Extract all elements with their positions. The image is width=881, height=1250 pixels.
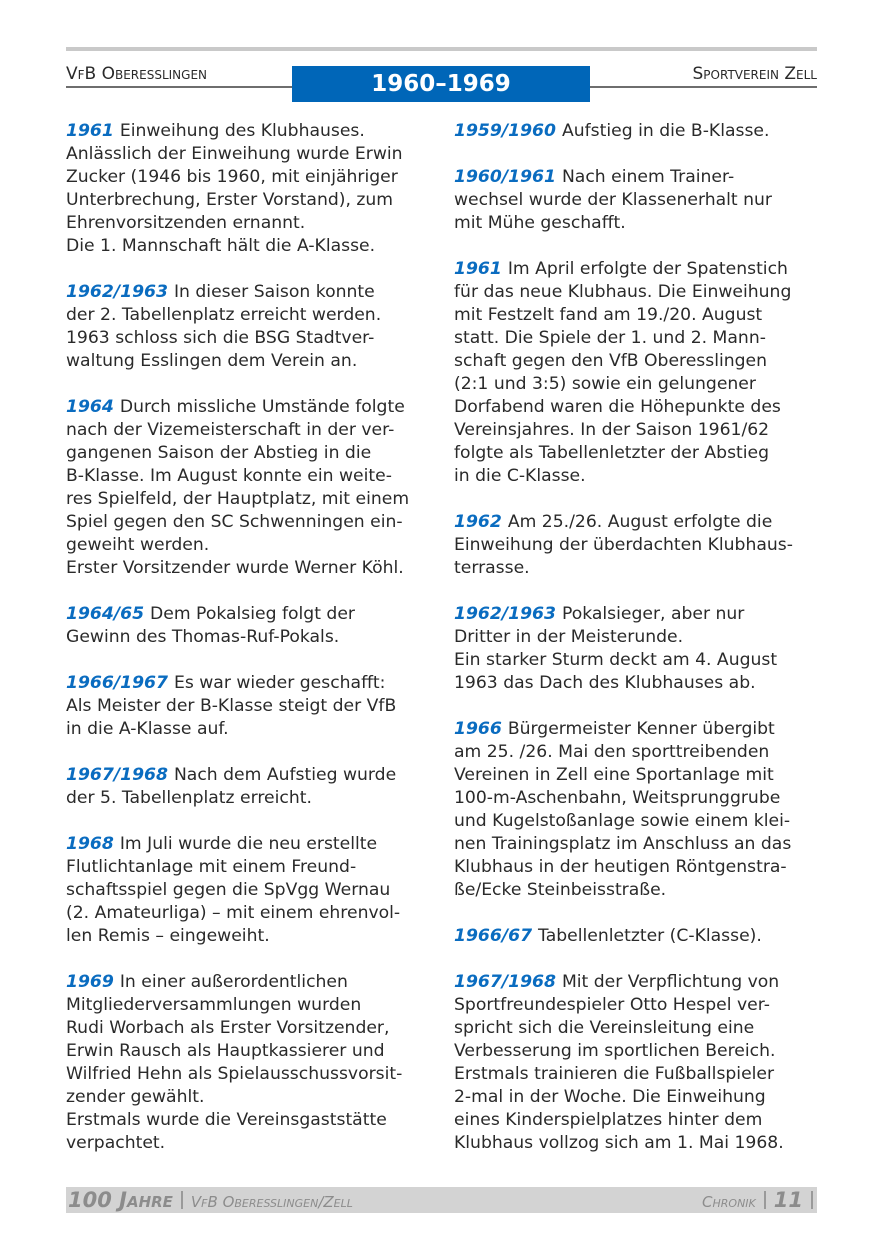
entry-text: in die C-Klasse. xyxy=(454,466,586,486)
entry-line xyxy=(454,350,822,373)
chronicle-entry xyxy=(454,166,822,235)
entry-line xyxy=(66,304,434,327)
footer-bar xyxy=(66,1187,817,1213)
entry-line xyxy=(66,419,434,442)
entry-text: (2:1 und 3:5) sowie ein gelungener xyxy=(454,374,756,394)
entry-line xyxy=(454,1109,822,1132)
entry-line xyxy=(66,1063,434,1086)
entry-text: mit Mühe geschafft. xyxy=(454,213,626,233)
entry-text: für das neue Klubhaus. Die Einweihung xyxy=(454,282,792,302)
entry-line xyxy=(454,1063,822,1086)
entry-line xyxy=(454,557,822,580)
entry-line xyxy=(66,1017,434,1040)
chronicle-entry xyxy=(66,603,434,649)
entry-text: folgte als Tabellenletzter der Abstieg xyxy=(454,443,770,463)
entry-line xyxy=(454,856,822,879)
entry-text: Unterbrechung, Erster Vorstand), zum xyxy=(66,190,394,210)
entry-year: 1961 xyxy=(454,259,502,279)
entry-text: Flutlichtanlage mit einem Freund- xyxy=(66,857,357,877)
entry-year: 1959/1960 xyxy=(454,121,556,141)
left-column xyxy=(66,120,434,1178)
entry-text: Zucker (1946 bis 1960, mit einjähriger xyxy=(66,167,398,187)
entry-text: Aufstieg in die B-Klasse. xyxy=(561,121,770,141)
footer-section: Chronik xyxy=(702,1193,756,1211)
entry-text: 2-mal in der Woche. Die Einweihung xyxy=(454,1087,766,1107)
entry-text: Gewinn des Thomas-Ruf-Pokals. xyxy=(66,627,340,647)
entry-text: Dem Pokalsieg folgt der xyxy=(150,604,355,624)
footer-separator xyxy=(764,1191,766,1209)
entry-line xyxy=(454,1017,822,1040)
entry-line xyxy=(454,879,822,902)
entry-line xyxy=(454,327,822,350)
entry-line xyxy=(454,534,822,557)
entry-text: res Spielfeld, der Hauptplatz, mit einem xyxy=(66,489,410,509)
entry-text: Vereinsjahres. In der Saison 1961/62 xyxy=(454,420,770,440)
entry-year: 1964 xyxy=(66,397,114,417)
entry-line xyxy=(454,649,822,672)
entry-year: 1962/1963 xyxy=(454,604,556,624)
entry-line xyxy=(454,465,822,488)
entry-text: Spiel gegen den SC Schwenningen ein- xyxy=(66,512,403,532)
entry-line xyxy=(454,833,822,856)
chronicle-entry xyxy=(66,396,434,580)
entry-text: in die A-Klasse auf. xyxy=(66,719,229,739)
entry-line xyxy=(66,672,434,695)
chronicle-entry xyxy=(454,971,822,1155)
footer-left xyxy=(68,1187,353,1213)
entry-line xyxy=(454,603,822,626)
top-rule xyxy=(66,47,817,51)
entry-text: terrasse. xyxy=(454,558,530,578)
entry-text: Klubhaus vollzog sich am 1. Mai 1968. xyxy=(454,1133,784,1153)
entry-line xyxy=(66,396,434,419)
entry-text: Erster Vorsitzender wurde Werner Köhl. xyxy=(66,558,404,578)
entry-line xyxy=(454,304,822,327)
entry-line xyxy=(66,212,434,235)
entry-year: 1966 xyxy=(454,719,502,739)
entry-text: In dieser Saison konnte xyxy=(173,282,375,302)
entry-text: schaftsspiel gegen die SpVgg Wernau xyxy=(66,880,391,900)
entry-line xyxy=(454,419,822,442)
entry-text: statt. Die Spiele der 1. und 2. Mann- xyxy=(454,328,766,348)
entry-text: Erstmals trainieren die Fußballspieler xyxy=(454,1064,775,1084)
entry-text: 100-m-Aschenbahn, Weitsprunggrube xyxy=(454,788,781,808)
entry-text: Im April erfolgte der Spatenstich xyxy=(507,259,788,279)
entry-text: In einer außerordentlichen xyxy=(119,972,348,992)
entry-line xyxy=(454,994,822,1017)
chronicle-entry xyxy=(454,258,822,488)
entry-text: Nach einem Trainer- xyxy=(561,167,735,187)
chronicle-entry xyxy=(454,603,822,695)
entry-year: 1968 xyxy=(66,834,114,854)
entry-text: Mitgliederversammlungen wurden xyxy=(66,995,362,1015)
entry-line xyxy=(454,442,822,465)
entry-text: nach der Vizemeisterschaft in der ver- xyxy=(66,420,395,440)
entry-line xyxy=(66,235,434,258)
footer-title: 100 Jahre xyxy=(68,1188,173,1212)
entry-line xyxy=(454,511,822,534)
entry-text: Dritter in der Meisterunde. xyxy=(454,627,684,647)
entry-text: Einweihung der überdachten Klubhaus- xyxy=(454,535,793,555)
chronicle-entry xyxy=(66,281,434,373)
entry-text: len Remis – eingeweiht. xyxy=(66,926,270,946)
entry-text: am 25. /26. Mai den sporttreibenden xyxy=(454,742,770,762)
right-column xyxy=(454,120,822,1178)
entry-line xyxy=(66,856,434,879)
entry-line xyxy=(66,189,434,212)
entry-line xyxy=(66,327,434,350)
entry-year: 1966/67 xyxy=(454,926,533,946)
entry-line xyxy=(66,603,434,626)
footer-subtitle: VfB Oberesslingen/Zell xyxy=(190,1193,353,1211)
entry-line xyxy=(66,718,434,741)
entry-year: 1969 xyxy=(66,972,114,992)
entry-year: 1960/1961 xyxy=(454,167,556,187)
entry-line xyxy=(454,189,822,212)
entry-line xyxy=(454,212,822,235)
chronicle-entry xyxy=(454,511,822,580)
entry-line xyxy=(66,557,434,580)
entry-line xyxy=(454,1086,822,1109)
entry-text: spricht sich die Vereinsleitung eine xyxy=(454,1018,755,1038)
entry-line xyxy=(454,787,822,810)
entry-text: Anlässlich der Einweihung wurde Erwin xyxy=(66,144,403,164)
entry-text: der 5. Tabellenplatz erreicht. xyxy=(66,788,312,808)
chronicle-entry xyxy=(66,971,434,1155)
entry-text: Erstmals wurde die Vereinsgaststätte xyxy=(66,1110,387,1130)
entry-text: der 2. Tabellenplatz erreicht werden. xyxy=(66,305,382,325)
entry-line xyxy=(66,1132,434,1155)
entry-text: zender gewählt. xyxy=(66,1087,205,1107)
entry-year: 1961 xyxy=(66,121,114,141)
header-club-right: Sportverein Zell xyxy=(692,64,817,84)
footer-separator xyxy=(811,1191,813,1209)
entry-text: Im Juli wurde die neu erstellte xyxy=(119,834,378,854)
entry-line xyxy=(454,764,822,787)
entry-line xyxy=(66,626,434,649)
entry-line xyxy=(454,925,822,948)
entry-line xyxy=(66,120,434,143)
entry-text: geweiht werden. xyxy=(66,535,210,555)
entry-text: Pokalsieger, aber nur xyxy=(561,604,745,624)
entry-year: 1964/65 xyxy=(66,604,145,624)
entry-text: Vereinen in Zell eine Sportanlage mit xyxy=(454,765,774,785)
entry-line xyxy=(66,1040,434,1063)
decade-title: 1960–1969 xyxy=(292,66,590,102)
chronicle-entry xyxy=(454,120,822,143)
entry-text: mit Festzelt fand am 19./20. August xyxy=(454,305,763,325)
entry-text: Klubhaus in der heutigen Röntgenstra- xyxy=(454,857,787,877)
chronicle-entry xyxy=(66,764,434,810)
entry-year: 1962 xyxy=(454,512,502,532)
entry-text: wechsel wurde der Klassenerhalt nur xyxy=(454,190,772,210)
entry-text: gangenen Saison der Abstieg in die xyxy=(66,443,372,463)
entry-text: Einweihung des Klubhauses. xyxy=(119,121,365,141)
entry-text: Die 1. Mannschaft hält die A-Klasse. xyxy=(66,236,376,256)
chronicle-entry xyxy=(454,925,822,948)
entry-line xyxy=(454,258,822,281)
entry-line xyxy=(66,166,434,189)
entry-line xyxy=(66,879,434,902)
entry-line xyxy=(454,120,822,143)
entry-line xyxy=(454,718,822,741)
entry-text: Am 25./26. August erfolgte die xyxy=(507,512,773,532)
entry-line xyxy=(66,994,434,1017)
entry-line xyxy=(66,971,434,994)
entry-text: waltung Esslingen dem Verein an. xyxy=(66,351,358,371)
entry-text: 1963 schloss sich die BSG Stadtver- xyxy=(66,328,375,348)
chronicle-entry xyxy=(66,833,434,948)
entry-text: nen Trainingsplatz im Anschluss an das xyxy=(454,834,792,854)
entry-line xyxy=(454,396,822,419)
entry-line xyxy=(454,166,822,189)
entry-year: 1967/1968 xyxy=(66,765,168,785)
entry-text: Wilfried Hehn als Spielausschussvorsit- xyxy=(66,1064,403,1084)
entry-text: Als Meister der B-Klasse steigt der VfB xyxy=(66,696,397,716)
entry-line xyxy=(454,672,822,695)
entry-text: Ehrenvorsitzenden ernannt. xyxy=(66,213,306,233)
entry-line xyxy=(66,511,434,534)
entry-text: Rudi Worbach als Erster Vorsitzender, xyxy=(66,1018,390,1038)
entry-text: eines Kinderspielplatzes hinter dem xyxy=(454,1110,763,1130)
entry-line xyxy=(66,143,434,166)
entry-line xyxy=(66,695,434,718)
entry-year: 1962/1963 xyxy=(66,282,168,302)
entry-line xyxy=(66,442,434,465)
page-number: 11 xyxy=(773,1188,803,1212)
entry-line xyxy=(454,741,822,764)
entry-text: Sportfreundespieler Otto Hespel ver- xyxy=(454,995,770,1015)
entry-line xyxy=(454,971,822,994)
entry-line xyxy=(66,1086,434,1109)
entry-text: Erwin Rausch als Hauptkassierer und xyxy=(66,1041,385,1061)
entry-line xyxy=(66,787,434,810)
entry-text: 1963 das Dach des Klubhauses ab. xyxy=(454,673,756,693)
entry-line xyxy=(66,925,434,948)
entry-text: B-Klasse. Im August konnte ein weite- xyxy=(66,466,392,486)
entry-line xyxy=(454,626,822,649)
entry-line xyxy=(66,1109,434,1132)
entry-line xyxy=(66,488,434,511)
entry-text: und Kugelstoßanlage sowie einem klei- xyxy=(454,811,791,831)
entry-line xyxy=(66,764,434,787)
entry-text: schaft gegen den VfB Oberesslingen xyxy=(454,351,768,371)
entry-text: Durch missliche Umstände folgte xyxy=(119,397,405,417)
chronicle-entry xyxy=(454,718,822,902)
entry-year: 1967/1968 xyxy=(454,972,556,992)
entry-line xyxy=(454,810,822,833)
entry-line xyxy=(454,1040,822,1063)
footer-right xyxy=(702,1187,813,1213)
entry-line xyxy=(66,465,434,488)
entry-text: Verbesserung im sportlichen Bereich. xyxy=(454,1041,776,1061)
entry-text: verpachtet. xyxy=(66,1133,166,1153)
footer-separator xyxy=(181,1191,183,1209)
entry-text: Mit der Verpflichtung von xyxy=(561,972,780,992)
entry-line xyxy=(454,373,822,396)
entry-text: Tabellenletzter (C-Klasse). xyxy=(538,926,762,946)
entry-text: Bürgermeister Kenner übergibt xyxy=(507,719,775,739)
entry-text: (2. Amateurliga) – mit einem ehrenvol- xyxy=(66,903,401,923)
entry-year: 1966/1967 xyxy=(66,673,168,693)
entry-line xyxy=(66,350,434,373)
entry-line xyxy=(66,833,434,856)
entry-text: Es war wieder geschafft: xyxy=(173,673,386,693)
entry-line xyxy=(66,281,434,304)
header-club-left: VfB Oberesslingen xyxy=(66,64,208,84)
entry-line xyxy=(454,1132,822,1155)
entry-text: ße/Ecke Steinbeisstraße. xyxy=(454,880,667,900)
entry-text: Dorfabend waren die Höhepunkte des xyxy=(454,397,781,417)
chronicle-entry xyxy=(66,120,434,258)
chronicle-entry xyxy=(66,672,434,741)
entry-line xyxy=(66,534,434,557)
entry-text: Nach dem Aufstieg wurde xyxy=(173,765,397,785)
entry-line xyxy=(66,902,434,925)
entry-line xyxy=(454,281,822,304)
entry-text: Ein starker Sturm deckt am 4. August xyxy=(454,650,778,670)
